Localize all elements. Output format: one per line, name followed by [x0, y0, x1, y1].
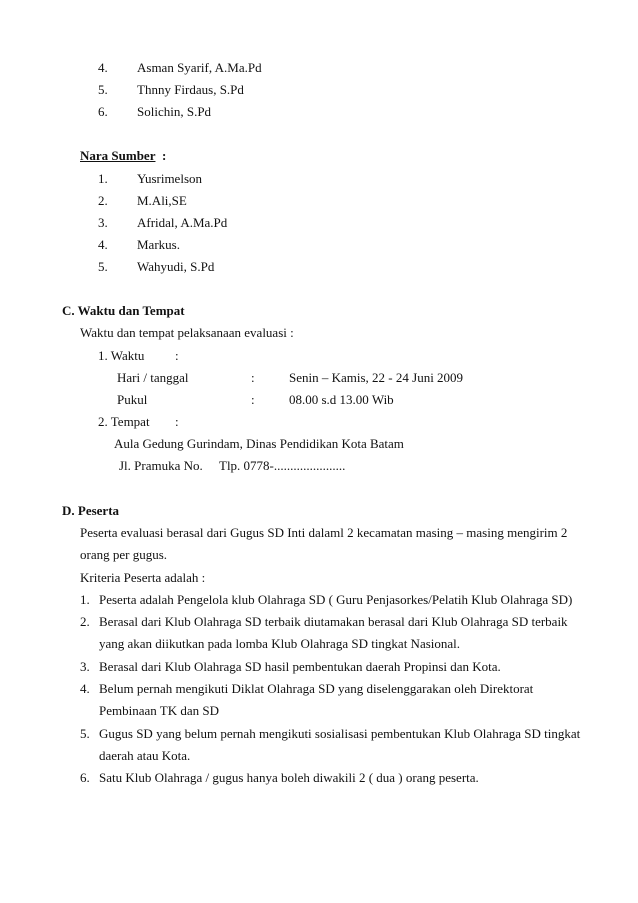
pukul-value: 08.00 s.d 13.00 Wib — [289, 392, 394, 407]
tempat-address: Aula Gedung Gurindam, Dinas Pendidikan Kota Batam — [114, 436, 404, 451]
nara-sumber-colon: : — [162, 148, 167, 163]
nara-sumber-number: 1. — [98, 171, 108, 186]
kriteria-text: Gugus SD yang belum pernah mengikuti sosialisasi pembentukan Klub Olahraga SD tingkat — [99, 726, 581, 741]
kriteria-number: 5. — [80, 726, 90, 741]
panitia-item-name: Thnny Firdaus, S.Pd — [137, 82, 244, 97]
kriteria-text: Berasal dari Klub Olahraga SD hasil pembentukan daerah Propinsi dan Kota. — [99, 659, 501, 674]
tempat-phone: Tlp. 0778-...................... — [219, 458, 346, 473]
section-d-intro-line2: orang per gugus. — [80, 547, 168, 562]
nara-sumber-name: Yusrimelson — [137, 171, 202, 186]
section-c-intro: Waktu dan tempat pelaksanaan evaluasi : — [80, 325, 294, 340]
waktu-colon: : — [175, 348, 179, 363]
kriteria-number: 4. — [80, 681, 90, 696]
section-d-intro-line1: Peserta evaluasi berasal dari Gugus SD Inti dalaml 2 kecamatan masing – masing mengirim 2 — [80, 525, 568, 540]
kriteria-text: Berasal dari Klub Olahraga SD terbaik diutamakan berasal dari Klub Olahraga SD terbaik — [99, 614, 568, 629]
kriteria-text: Belum pernah mengikuti Diklat Olahraga SD yang diselenggarakan oleh Direktorat — [99, 681, 534, 696]
kriteria-number: 3. — [80, 659, 90, 674]
panitia-item-number: 5. — [98, 82, 108, 97]
tempat-colon: : — [175, 414, 179, 429]
nara-sumber-name: Afridal, A.Ma.Pd — [137, 215, 228, 230]
panitia-item-name: Solichin, S.Pd — [137, 104, 212, 119]
kriteria-label: Kriteria Peserta adalah : — [80, 570, 206, 585]
kriteria-text-continued: yang akan diikutkan pada lomba Klub Olahraga SD tingkat Nasional. — [99, 636, 461, 651]
section-d-heading: D. Peserta — [62, 503, 120, 518]
kriteria-number: 2. — [80, 614, 90, 629]
pukul-label: Pukul — [117, 392, 148, 407]
hari-value: Senin – Kamis, 22 - 24 Juni 2009 — [289, 370, 464, 385]
section-c-heading: C. Waktu dan Tempat — [62, 303, 185, 318]
panitia-item-name: Asman Syarif, A.Ma.Pd — [137, 60, 262, 75]
nara-sumber-heading: Nara Sumber — [80, 148, 156, 163]
nara-sumber-name: Wahyudi, S.Pd — [137, 259, 215, 274]
nara-sumber-name: M.Ali,SE — [137, 193, 187, 208]
kriteria-text-continued: daerah atau Kota. — [99, 748, 191, 763]
tempat-street: Jl. Pramuka No. — [119, 458, 203, 473]
nara-sumber-number: 3. — [98, 215, 108, 230]
kriteria-text-continued: Pembinaan TK dan SD — [99, 703, 219, 718]
nara-sumber-name: Markus. — [137, 237, 180, 252]
nara-sumber-number: 5. — [98, 259, 108, 274]
kriteria-text: Peserta adalah Pengelola klub Olahraga SD ( Guru Penjasorkes/Pelatih Klub Olahraga SD) — [99, 592, 573, 607]
kriteria-number: 1. — [80, 592, 90, 607]
waktu-label: 1. Waktu — [98, 348, 145, 363]
kriteria-number: 6. — [80, 770, 90, 785]
nara-sumber-number: 4. — [98, 237, 108, 252]
kriteria-text: Satu Klub Olahraga / gugus hanya boleh diwakili 2 ( dua ) orang peserta. — [99, 770, 479, 785]
nara-sumber-number: 2. — [98, 193, 108, 208]
tempat-label: 2. Tempat — [98, 414, 150, 429]
hari-label: Hari / tanggal — [117, 370, 189, 385]
panitia-item-number: 6. — [98, 104, 108, 119]
hari-colon: : — [251, 370, 255, 385]
panitia-item-number: 4. — [98, 60, 108, 75]
pukul-colon: : — [251, 392, 255, 407]
